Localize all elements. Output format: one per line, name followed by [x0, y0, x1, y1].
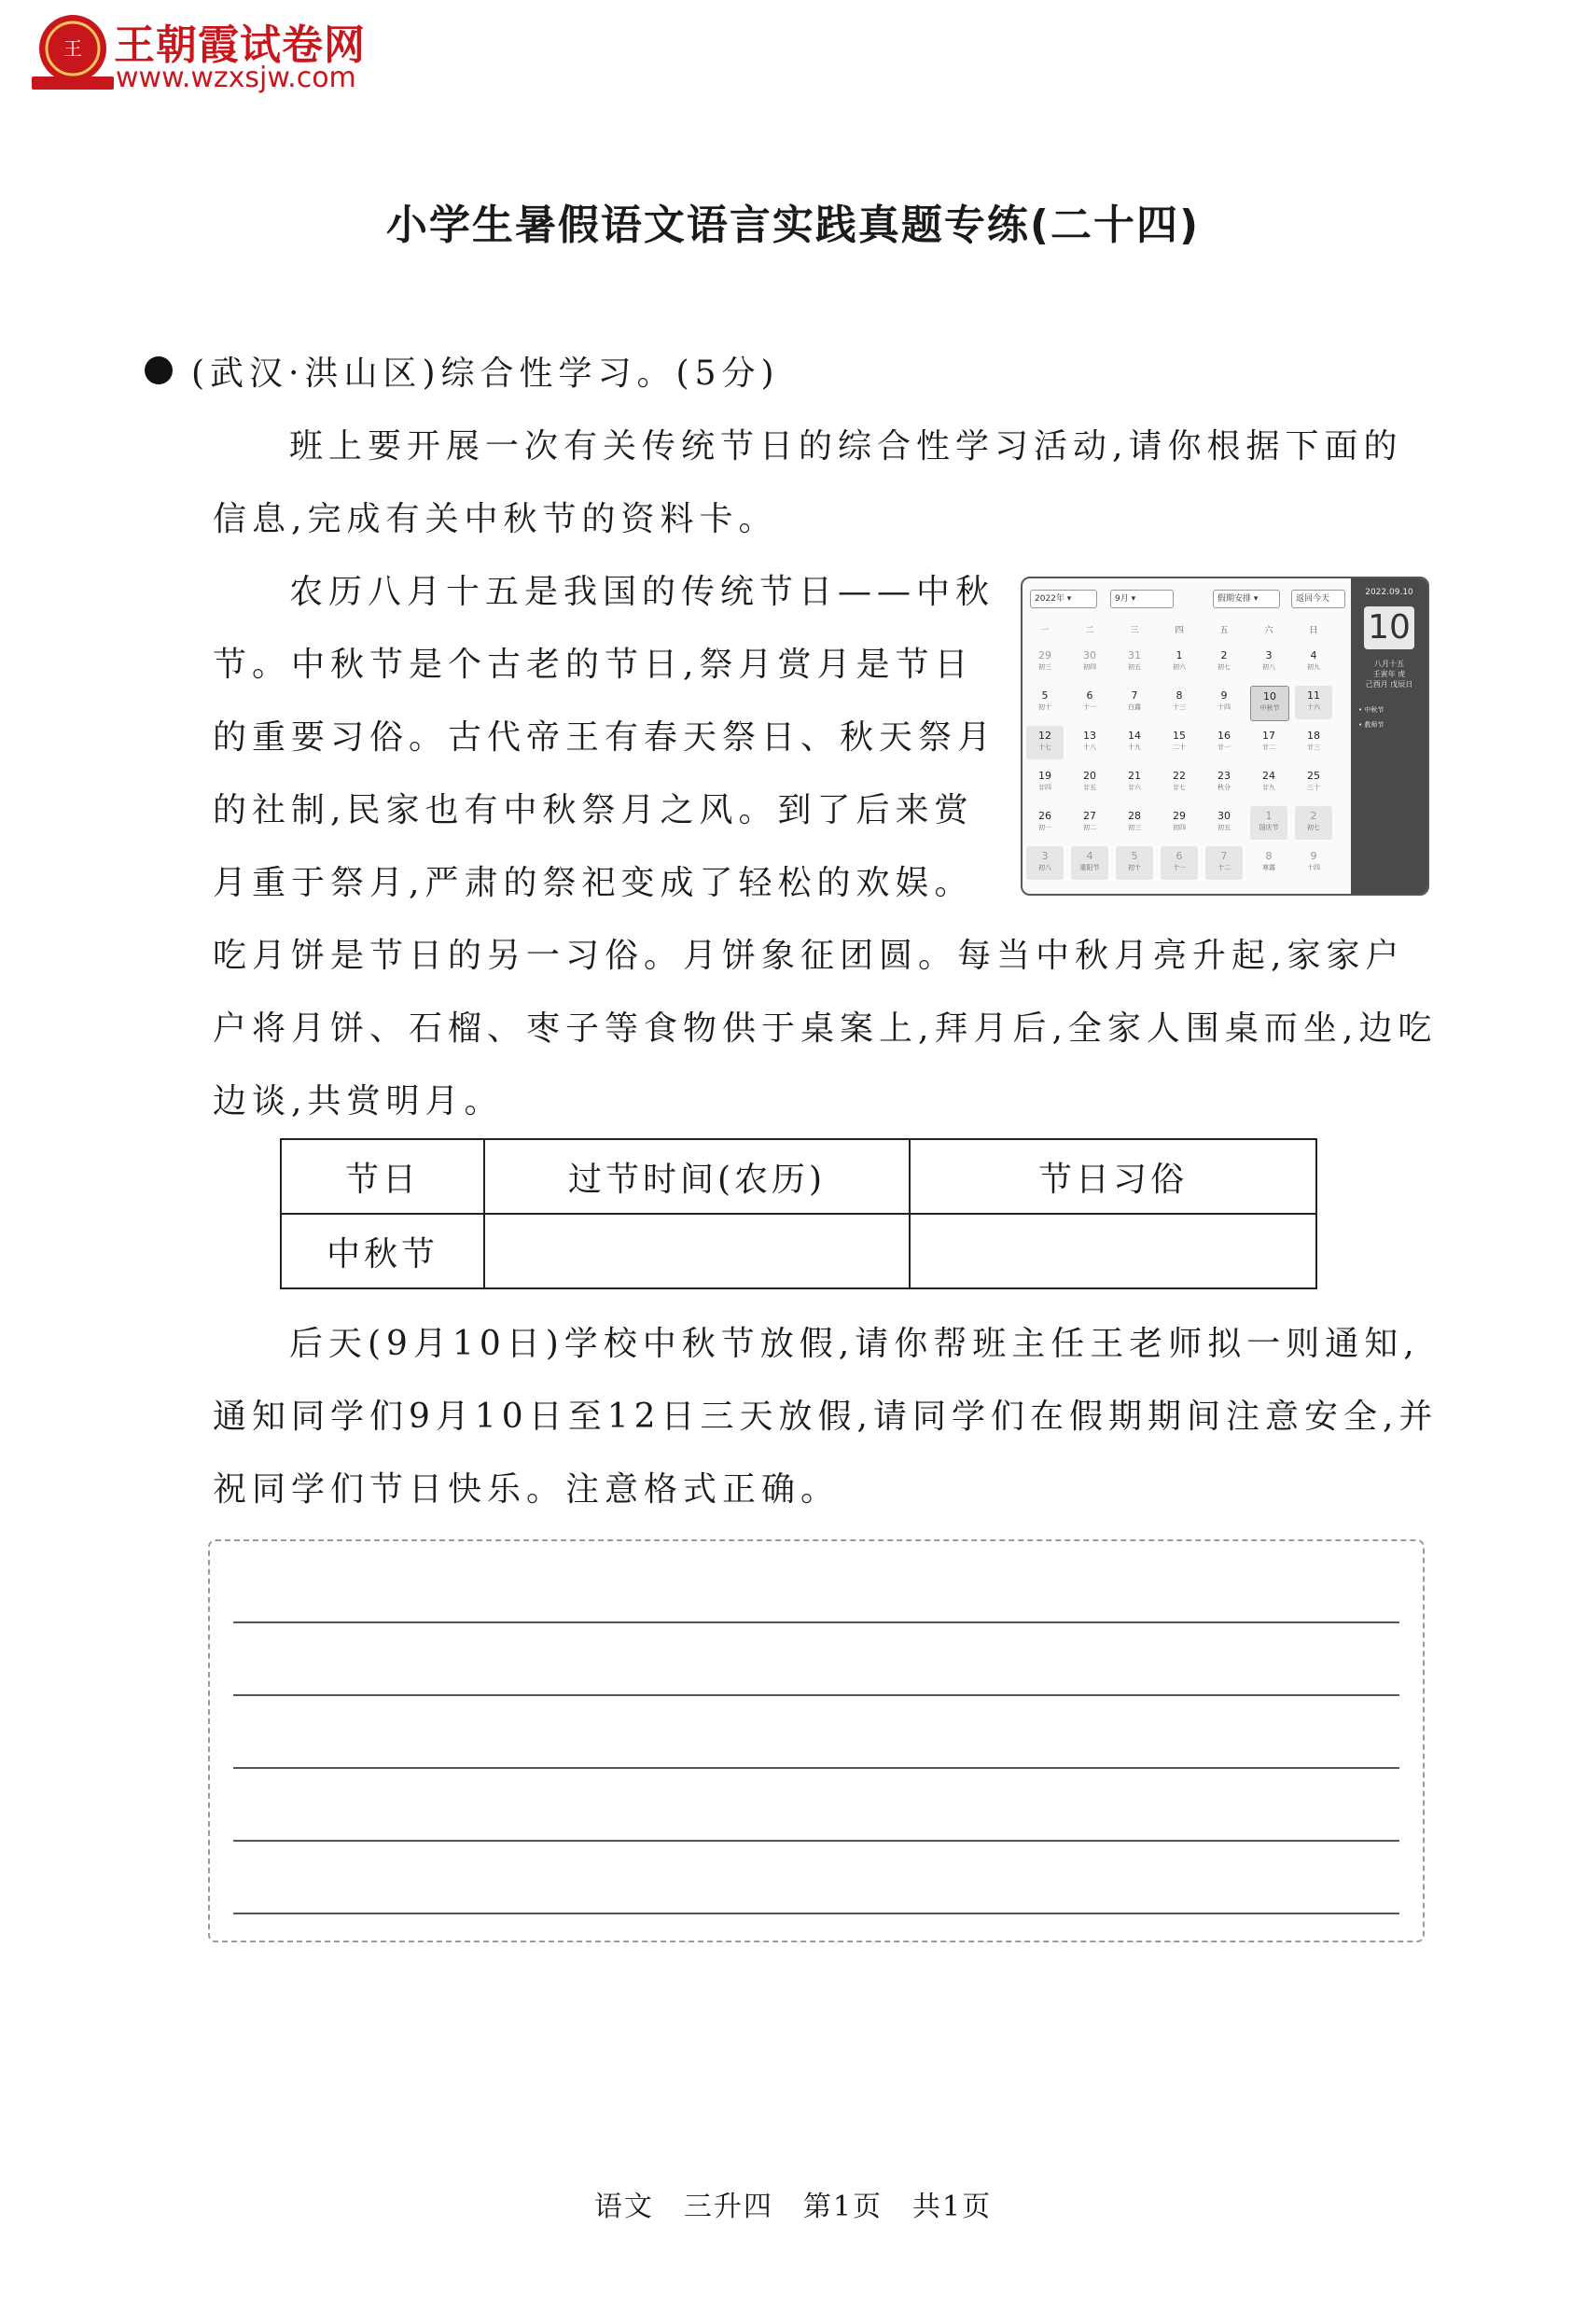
- calendar-day[interactable]: [1026, 766, 1064, 800]
- side-info-line: 八月十五: [1374, 660, 1404, 668]
- calendar-day[interactable]: [1250, 686, 1289, 721]
- answer-line: [233, 1621, 1399, 1623]
- passage-line-7: 户将月饼、石榴、枣子等食物供于桌案上,拜月后,全家人围桌而坐,边吃: [213, 1009, 1438, 1048]
- lunar-label: 十九: [1128, 744, 1141, 751]
- lunar-label: 廿五: [1083, 784, 1096, 791]
- lunar-label: 廿一: [1217, 744, 1231, 751]
- lunar-label: 初八: [1262, 663, 1275, 671]
- day-number: 4: [1086, 850, 1093, 862]
- lunar-label: 初十: [1128, 864, 1141, 871]
- lunar-label: 十二: [1217, 864, 1231, 871]
- lunar-label: 十三: [1173, 703, 1186, 711]
- day-number: 7: [1220, 850, 1228, 862]
- day-number: 8: [1176, 689, 1183, 702]
- calendar-day[interactable]: [1161, 726, 1198, 759]
- lunar-label: 十四: [1307, 864, 1320, 871]
- calendar-side-panel: [1351, 578, 1427, 894]
- calendar-day[interactable]: [1026, 646, 1064, 679]
- lunar-label: 白露: [1128, 703, 1141, 711]
- table-header-cell: 过节时间(农历): [484, 1139, 910, 1214]
- svg-text:王: 王: [63, 37, 82, 60]
- day-number: 26: [1038, 810, 1051, 822]
- calendar-day[interactable]: [1071, 806, 1108, 840]
- day-number: 9: [1220, 689, 1228, 702]
- day-number: 10: [1263, 690, 1276, 703]
- lunar-label: 廿二: [1262, 744, 1275, 751]
- intro-line-1: 班上要开展一次有关传统节日的综合性学习活动,请你根据下面的: [289, 427, 1403, 466]
- calendar-day[interactable]: [1161, 686, 1198, 719]
- lunar-label: 十一: [1083, 703, 1096, 711]
- day-number: 3: [1265, 649, 1273, 661]
- weekday-header: 五: [1219, 626, 1229, 635]
- day-number: 9: [1310, 850, 1317, 862]
- answer-line: [233, 1767, 1399, 1769]
- day-number: 6: [1176, 850, 1183, 862]
- answer-line: [233, 1840, 1399, 1842]
- lunar-label: 初八: [1038, 864, 1051, 871]
- calendar-day[interactable]: [1116, 646, 1153, 679]
- calendar-day[interactable]: [1205, 806, 1243, 840]
- side-info-line: 己酉月 戊辰日: [1365, 680, 1413, 689]
- calendar-day[interactable]: [1205, 686, 1243, 719]
- lunar-label: 秋分: [1217, 784, 1231, 791]
- calendar-day[interactable]: [1250, 806, 1287, 840]
- bullet-icon: [145, 356, 173, 384]
- day-number: 20: [1083, 770, 1096, 782]
- calendar-day[interactable]: [1250, 726, 1287, 759]
- day-number: 30: [1083, 649, 1096, 661]
- lunar-label: 廿六: [1128, 784, 1141, 791]
- calendar-day[interactable]: [1116, 686, 1153, 719]
- passage-line-8: 边谈,共赏明月。: [213, 1082, 504, 1120]
- calendar-day[interactable]: [1071, 766, 1108, 800]
- weekday-header: 日: [1309, 626, 1318, 635]
- page-footer: 语文 三升四 第1页 共1页: [593, 2191, 993, 2223]
- day-number: 27: [1083, 810, 1096, 822]
- side-info: [1355, 659, 1424, 689]
- calendar-day[interactable]: [1026, 726, 1064, 759]
- calendar-day[interactable]: [1116, 806, 1153, 840]
- calendar-day[interactable]: [1161, 766, 1198, 800]
- passage-line-3: 的重要习俗。古代帝王有春天祭日、秋天祭月: [213, 718, 997, 757]
- day-number: 18: [1307, 730, 1320, 742]
- calendar-day[interactable]: [1071, 726, 1108, 759]
- calendar-day[interactable]: [1161, 646, 1198, 679]
- day-number: 22: [1173, 770, 1186, 782]
- answer-box[interactable]: [208, 1539, 1425, 1942]
- notice-line-3: 祝同学们节日快乐。注意格式正确。: [213, 1470, 841, 1509]
- side-item: • 中秋节: [1358, 706, 1384, 714]
- calendar-day[interactable]: [1026, 806, 1064, 840]
- side-info-line: 壬寅年 虎: [1372, 670, 1406, 678]
- lunar-label: 十一: [1173, 864, 1186, 871]
- passage-line-1: 农历八月十五是我国的传统节日——中秋: [289, 573, 995, 611]
- lunar-label: 初三: [1038, 663, 1051, 671]
- day-number: 19: [1038, 770, 1051, 782]
- calendar-day[interactable]: [1071, 686, 1108, 719]
- side-day: 10: [1364, 606, 1414, 649]
- calendar-day[interactable]: [1205, 846, 1243, 880]
- calendar-screenshot: [1021, 577, 1429, 896]
- month-select[interactable]: 9月 ▾: [1110, 590, 1174, 608]
- lunar-label: 初九: [1307, 663, 1320, 671]
- table-cell: 中秋节: [281, 1214, 484, 1288]
- calendar-day[interactable]: [1026, 846, 1064, 880]
- lunar-label: 初二: [1083, 824, 1096, 831]
- side-item: • 教师节: [1358, 721, 1384, 729]
- day-number: 4: [1310, 649, 1317, 661]
- calendar-day[interactable]: [1295, 846, 1332, 880]
- calendar-day[interactable]: [1205, 766, 1243, 800]
- calendar-day[interactable]: [1250, 766, 1287, 800]
- day-number: 1: [1176, 649, 1183, 661]
- holiday-select[interactable]: 假期安排 ▾: [1213, 590, 1280, 608]
- calendar-day[interactable]: [1071, 646, 1108, 679]
- table-header-cell: 节日习俗: [910, 1139, 1316, 1214]
- day-number: 28: [1128, 810, 1141, 822]
- year-select[interactable]: 2022年 ▾: [1030, 590, 1097, 608]
- day-number: 13: [1083, 730, 1096, 742]
- lunar-label: 初五: [1128, 663, 1141, 671]
- seal-logo-icon: [28, 11, 121, 97]
- calendar-day[interactable]: [1116, 726, 1153, 759]
- festival-table: [280, 1138, 1317, 1289]
- calendar-main: [1023, 578, 1351, 894]
- lunar-label: 初一: [1038, 824, 1051, 831]
- weekday-header: 四: [1175, 626, 1184, 635]
- today-button[interactable]: 返回今天: [1291, 590, 1345, 608]
- lunar-label: 初十: [1038, 703, 1051, 711]
- lunar-label: 初六: [1173, 663, 1186, 671]
- calendar-day[interactable]: [1295, 726, 1332, 759]
- lunar-label: 十四: [1217, 703, 1231, 711]
- calendar-day[interactable]: [1161, 846, 1198, 880]
- lunar-label: 初三: [1128, 824, 1141, 831]
- weekday-header: 三: [1130, 626, 1139, 635]
- table-answer-cell[interactable]: [910, 1214, 1316, 1288]
- calendar-day[interactable]: [1116, 766, 1153, 800]
- calendar-day[interactable]: [1026, 686, 1064, 719]
- brand-name: 王朝霞试卷网: [114, 21, 366, 69]
- day-number: 23: [1217, 770, 1231, 782]
- day-number: 16: [1217, 730, 1231, 742]
- lunar-label: 三十: [1307, 784, 1320, 791]
- lunar-label: 初四: [1173, 824, 1186, 831]
- day-number: 7: [1131, 689, 1138, 702]
- answer-line: [233, 1913, 1399, 1914]
- day-number: 5: [1041, 689, 1049, 702]
- weekday-header: 二: [1085, 626, 1094, 635]
- day-number: 2: [1220, 649, 1228, 661]
- calendar-day[interactable]: [1205, 646, 1243, 679]
- lunar-label: 二十: [1173, 744, 1186, 751]
- passage-line-4: 的社制,民家也有中秋祭月之风。到了后来赏: [213, 791, 974, 829]
- notice-line-2: 通知同学们9月10日至12日三天放假,请同学们在假期期间注意安全,并: [213, 1398, 1439, 1436]
- question-heading: (武汉·洪山区)综合性学习。(5分): [191, 355, 780, 393]
- table-header-cell: 节日: [281, 1139, 484, 1214]
- calendar-day[interactable]: [1161, 806, 1198, 840]
- lunar-label: 初七: [1307, 824, 1320, 831]
- lunar-label: 中秋节: [1259, 704, 1280, 712]
- day-number: 29: [1038, 649, 1051, 661]
- intro-line-2: 信息,完成有关中秋节的资料卡。: [213, 500, 778, 538]
- weekday-header: 一: [1040, 626, 1050, 635]
- weekday-header: 六: [1264, 626, 1273, 635]
- calendar-day[interactable]: [1205, 726, 1243, 759]
- day-number: 25: [1307, 770, 1320, 782]
- lunar-label: 重阳节: [1079, 864, 1100, 871]
- lunar-label: 初七: [1217, 663, 1231, 671]
- brand-url: www.wzxsjw.com: [116, 62, 356, 94]
- calendar-day[interactable]: [1295, 646, 1332, 679]
- day-number: 8: [1265, 850, 1273, 862]
- passage-line-2: 节。中秋节是个古老的节日,祭月赏月是节日: [213, 646, 974, 684]
- passage-line-6: 吃月饼是节日的另一习俗。月饼象征团圆。每当中秋月亮升起,家家户: [213, 937, 1405, 975]
- calendar-day[interactable]: [1295, 686, 1332, 719]
- day-number: 5: [1131, 850, 1138, 862]
- day-number: 17: [1262, 730, 1275, 742]
- answer-line: [233, 1694, 1399, 1696]
- day-number: 21: [1128, 770, 1141, 782]
- lunar-label: 十八: [1083, 744, 1096, 751]
- day-number: 6: [1086, 689, 1093, 702]
- day-number: 14: [1128, 730, 1141, 742]
- page-title: 小学生暑假语文语言实践真题专练(二十四): [385, 202, 1201, 249]
- day-number: 2: [1310, 810, 1317, 822]
- day-number: 1: [1265, 810, 1273, 822]
- table-header-row: [281, 1139, 1316, 1214]
- notice-line-1: 后天(9月10日)学校中秋节放假,请你帮班主任王老师拟一则通知,: [289, 1325, 1420, 1363]
- lunar-label: 初五: [1217, 824, 1231, 831]
- table-row: [281, 1214, 1316, 1288]
- day-number: 3: [1041, 850, 1049, 862]
- day-number: 31: [1128, 649, 1141, 661]
- lunar-label: 廿四: [1038, 784, 1051, 791]
- lunar-label: 初四: [1083, 663, 1096, 671]
- day-number: 24: [1262, 770, 1275, 782]
- calendar-day[interactable]: [1295, 766, 1332, 800]
- lunar-label: 廿七: [1173, 784, 1186, 791]
- calendar-day[interactable]: [1071, 846, 1108, 880]
- calendar-day[interactable]: [1250, 846, 1287, 880]
- lunar-label: 十六: [1307, 703, 1320, 711]
- lunar-label: 十七: [1038, 744, 1051, 751]
- passage-line-5: 月重于祭月,严肃的祭祀变成了轻松的欢娱。: [213, 864, 974, 902]
- day-number: 15: [1173, 730, 1186, 742]
- day-number: 30: [1217, 810, 1231, 822]
- lunar-label: 寒露: [1262, 864, 1275, 871]
- day-number: 12: [1038, 730, 1051, 742]
- day-number: 11: [1307, 689, 1320, 702]
- side-date: 2022.09.10: [1365, 588, 1413, 597]
- day-number: 29: [1173, 810, 1186, 822]
- lunar-label: 国庆节: [1259, 824, 1279, 831]
- lunar-label: 廿九: [1262, 784, 1275, 791]
- calendar-day[interactable]: [1116, 846, 1153, 880]
- table-answer-cell[interactable]: [484, 1214, 910, 1288]
- calendar-day[interactable]: [1250, 646, 1287, 679]
- lunar-label: 廿三: [1307, 744, 1320, 751]
- calendar-day[interactable]: [1295, 806, 1332, 840]
